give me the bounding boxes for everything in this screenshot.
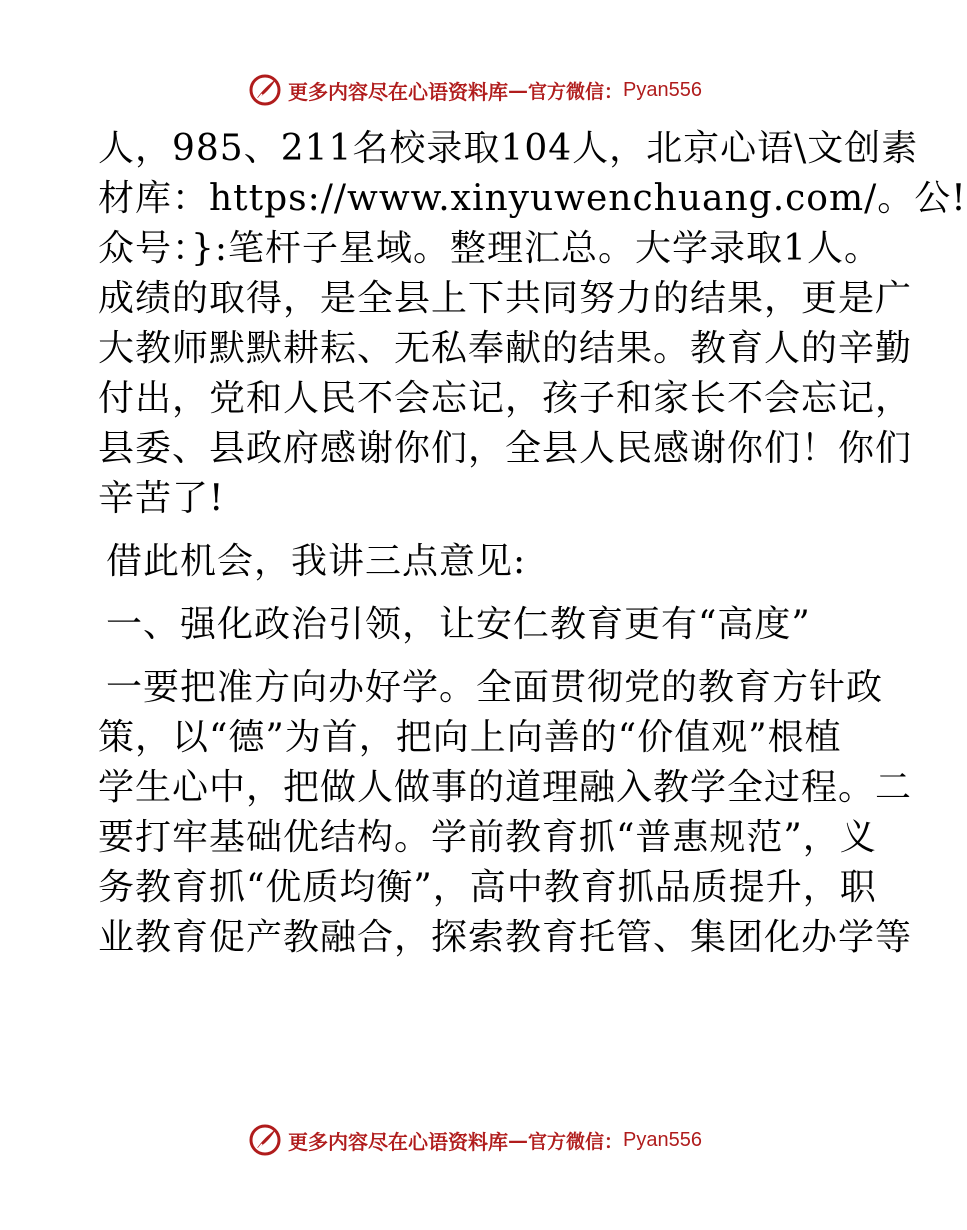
text-line: 辛苦了! bbox=[98, 478, 225, 519]
banner-separator: — bbox=[508, 78, 528, 102]
banner-title: 更多内容尽在心语资料库 bbox=[288, 1129, 508, 1154]
banner-title: 更多内容尽在心语资料库 bbox=[288, 79, 508, 104]
text-line: 材库：https://www.xinyuwenchuang.com/。公! bbox=[98, 178, 967, 219]
text-line: 要打牢基础优结构。学前教育抓“普惠规范”，义 bbox=[98, 817, 877, 858]
section-heading: 一、强化政治引领，让安仁教育更有“高度” bbox=[106, 604, 811, 645]
text-line: 一要把准方向办好学。全面贯彻党的教育方针政 bbox=[106, 667, 884, 708]
text-line: 众号：}:笔杆子星域。整理汇总。大学录取1人。 bbox=[98, 228, 881, 269]
text-line: 务教育抓“优质均衡”，高中教育抓品质提升，职 bbox=[98, 867, 877, 908]
text-line: 成绩的取得，是全县上下共同努力的结果，更是广 bbox=[98, 278, 913, 319]
banner-separator: — bbox=[508, 1128, 528, 1152]
banner-wechat-id: Pyan556 bbox=[623, 78, 702, 101]
banner-wechat-id: Pyan556 bbox=[623, 1128, 702, 1151]
document-body bbox=[98, 124, 967, 963]
text-line: 策，以“德”为首，把向上向善的“价值观”根植 bbox=[98, 717, 842, 758]
text-line: 学生心中，把做人做事的道理融入教学全过程。二 bbox=[98, 767, 913, 808]
text-line: 业教育促产教融合，探索教育托管、集团化办学等 bbox=[98, 917, 913, 958]
banner-wechat-label: 官方微信： bbox=[528, 1130, 624, 1153]
header-banner bbox=[0, 70, 950, 110]
paragraph-2: 借此机会，我讲三点意见: bbox=[106, 541, 527, 582]
quill-logo-icon bbox=[248, 1123, 282, 1157]
paragraph-1 bbox=[98, 124, 967, 524]
quill-logo-icon bbox=[248, 73, 282, 107]
text-line: 大教师默默耕耘、无私奉献的结果。教育人的辛勤 bbox=[98, 328, 913, 369]
footer-banner bbox=[0, 1120, 950, 1160]
text-line: 付出，党和人民不会忘记，孩子和家长不会忘记， bbox=[98, 378, 913, 419]
text-line: 人，985、211名校录取104人，北京心语\文创素 bbox=[98, 128, 919, 169]
banner-wechat-label: 官方微信： bbox=[528, 80, 624, 103]
paragraph-4 bbox=[98, 663, 913, 963]
text-line: 县委、县政府感谢你们，全县人民感谢你们！你们 bbox=[98, 428, 913, 469]
